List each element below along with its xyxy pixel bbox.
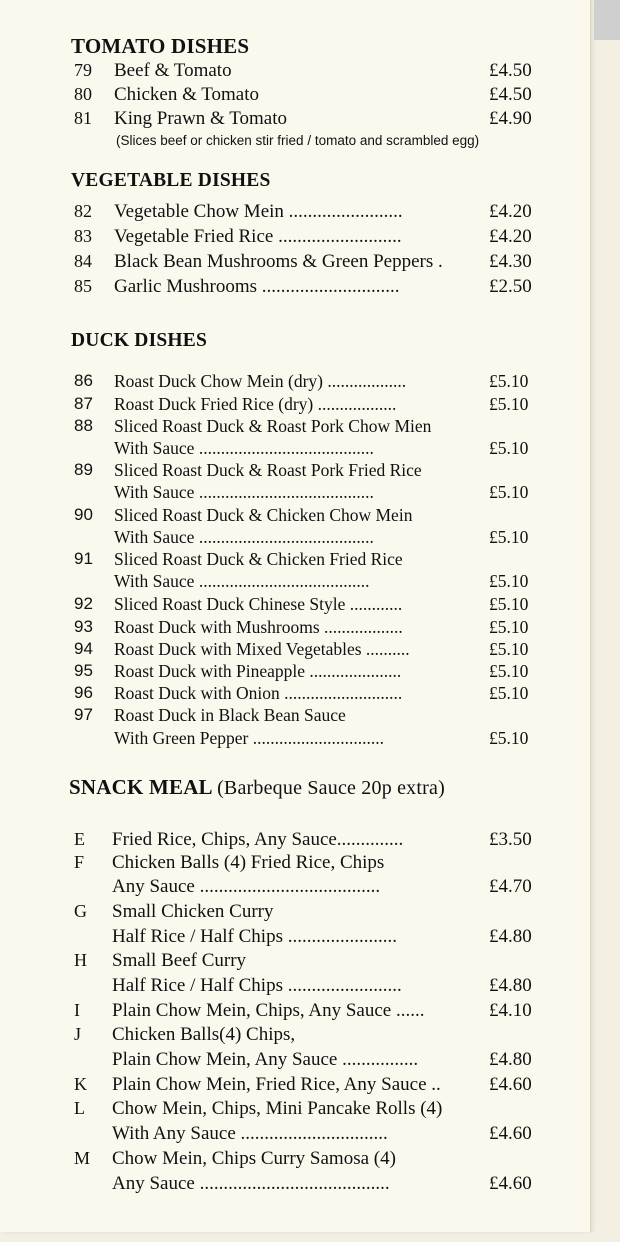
item-name: Chow Mein, Chips Curry Samosa (4) [112,1148,396,1169]
item-price: £4.80 [489,975,532,996]
menu-item [0,371,590,395]
menu-item-continuation [0,926,590,950]
item-name: Roast Duck Chow Mein (dry) .................. [114,371,407,391]
item-name: Roast Duck Fried Rice (dry) .................. [114,394,397,414]
vegetable-dishes-heading: VEGETABLE DISHES [71,170,271,191]
menu-item-continuation [0,527,590,551]
item-price: £4.60 [489,1074,532,1095]
menu-item-continuation [0,876,590,900]
item-price: £5.10 [489,639,529,659]
menu-item-continuation [0,1049,590,1073]
item-name: Vegetable Chow Mein ........................ [114,201,403,222]
item-name-line2: With Green Pepper .............................. [114,728,385,748]
item-price: £4.10 [489,1000,532,1021]
item-price: £4.90 [489,108,532,129]
item-letter: G [74,901,87,921]
item-price: £5.10 [489,571,529,591]
menu-item [0,683,590,707]
item-name-line2: With Any Sauce ............................... [112,1123,388,1144]
menu-item [0,1098,590,1122]
item-price: £5.10 [489,617,529,637]
item-name: Beef & Tomato [114,60,232,81]
item-name: Chicken Balls(4) Chips, [112,1024,296,1045]
background-corner [594,0,620,40]
item-price: £4.20 [489,226,532,247]
item-price: £5.10 [489,371,529,391]
item-price: £4.20 [489,201,532,222]
menu-item [0,639,590,663]
item-letter: K [74,1074,87,1094]
item-name: Roast Duck with Mixed Vegetables .......... [114,639,410,659]
snack-meal-subtitle: (Barbeque Sauce 20p extra) [217,777,445,799]
item-number: 96 [74,683,93,702]
menu-item [0,460,590,484]
item-number: 94 [74,639,93,658]
menu-item [0,1148,590,1172]
tomato-dishes-heading: TOMATO DISHES [71,34,250,58]
item-name: King Prawn & Tomato [114,108,288,129]
item-price: £2.50 [489,276,532,297]
menu-item [0,901,590,925]
item-number: 89 [74,460,93,479]
item-name-line2: Any Sauce ........................................ [112,1173,390,1194]
item-price: £4.60 [489,1123,532,1144]
item-number: 79 [74,60,92,80]
menu-item [0,661,590,685]
menu-item [0,394,590,418]
item-name: Small Beef Curry [112,950,247,971]
item-number: 82 [74,201,92,221]
item-price: £3.50 [489,829,532,850]
item-number: 85 [74,276,92,296]
menu-item [0,108,590,132]
item-name: Plain Chow Mein, Fried Rice, Any Sauce .. [112,1074,441,1095]
menu-item-continuation [0,438,590,462]
item-name-line2: Any Sauce ...................................... [112,876,381,897]
item-name-line2: With Sauce ....................................... [114,571,370,591]
item-name: Roast Duck with Pineapple ..................... [114,661,402,681]
menu-item [0,549,590,573]
item-name-line2: Plain Chow Mein, Any Sauce ................ [112,1049,419,1070]
menu-item [0,1000,590,1024]
item-price: £5.10 [489,683,529,703]
item-name: Small Chicken Curry [112,901,274,922]
menu-item-continuation [0,1173,590,1197]
item-price: £5.10 [489,661,529,681]
item-number: 81 [74,108,92,128]
item-name: Chow Mein, Chips, Mini Pancake Rolls (4) [112,1098,443,1119]
item-letter: L [74,1098,85,1118]
item-letter: E [74,829,85,849]
item-name-line2: Half Rice / Half Chips ....................... [112,926,397,947]
item-number: 87 [74,394,93,413]
item-name: Vegetable Fried Rice .......................... [114,226,402,247]
item-number: 90 [74,505,93,524]
item-price: £5.10 [489,527,529,547]
menu-item [0,201,590,225]
item-name: Plain Chow Mein, Chips, Any Sauce ...... [112,1000,425,1021]
item-name: Sliced Roast Duck & Roast Pork Fried Rice [114,460,422,480]
menu-item [0,251,590,275]
item-name-line2: With Sauce ........................................ [114,482,374,502]
snack-meal-title: SNACK MEAL [69,775,212,799]
item-price: £5.10 [489,394,529,414]
item-letter: I [74,1000,80,1020]
item-number: 95 [74,661,93,680]
menu-item [0,276,590,300]
item-name-line2: With Sauce ........................................ [114,438,374,458]
item-name: Roast Duck with Onion ........................... [114,683,403,703]
menu-item-continuation [0,728,590,752]
item-name: Chicken Balls (4) Fried Rice, Chips [112,852,385,873]
item-price: £5.10 [489,728,529,748]
menu-item [0,829,590,853]
item-price: £5.10 [489,438,529,458]
item-price: £5.10 [489,594,529,614]
item-name: Roast Duck in Black Bean Sauce [114,705,346,725]
item-name: Roast Duck with Mushrooms .................. [114,617,403,637]
item-price: £4.80 [489,926,532,947]
item-letter: F [74,852,85,872]
menu-item [0,950,590,974]
item-number: 86 [74,371,93,390]
menu-item [0,852,590,876]
menu-item [0,617,590,641]
item-number: 83 [74,226,92,246]
menu-item [0,505,590,529]
item-number: 80 [74,84,92,104]
menu-item-continuation [0,482,590,506]
item-price: £4.50 [489,60,532,81]
item-letter: M [74,1148,91,1168]
item-name: Garlic Mushrooms ............................. [114,276,400,297]
snack-meal-heading [69,775,445,800]
item-name: Sliced Roast Duck & Chicken Chow Mein [114,505,413,525]
item-number: 88 [74,416,93,435]
item-letter: J [74,1024,82,1044]
item-price: £5.10 [489,482,529,502]
menu-item-continuation [0,571,590,595]
duck-dishes-heading: DUCK DISHES [71,330,208,351]
menu-item-continuation [0,1123,590,1147]
menu-item [0,1024,590,1048]
item-price: £4.30 [489,251,532,272]
item-number: 84 [74,251,92,271]
item-letter: H [74,950,87,970]
menu-item [0,594,590,618]
menu-item [0,60,590,84]
item-name: Sliced Roast Duck & Roast Pork Chow Mien [114,416,432,436]
item-name: Fried Rice, Chips, Any Sauce.............. [112,829,404,850]
item-name: Sliced Roast Duck & Chicken Fried Rice [114,549,403,569]
item-name-line2: Half Rice / Half Chips ........................ [112,975,402,996]
item-name: Sliced Roast Duck Chinese Style ............ [114,594,403,614]
item-price: £4.80 [489,1049,532,1070]
item-price: £4.60 [489,1173,532,1194]
item-price: £4.70 [489,876,532,897]
item-number: 91 [74,549,93,568]
item-price: £4.50 [489,84,532,105]
menu-item [0,416,590,440]
tomato-note: (Slices beef or chicken stir fried / tomato and scrambled egg) [116,133,480,148]
item-number: 97 [74,705,93,724]
menu-item-continuation [0,975,590,999]
item-number: 93 [74,617,93,636]
menu-item [0,705,590,729]
item-name-line2: With Sauce ........................................ [114,527,374,547]
item-name: Black Bean Mushrooms & Green Peppers . [114,251,443,272]
item-name: Chicken & Tomato [114,84,260,105]
menu-item [0,226,590,250]
item-number: 92 [74,594,93,613]
menu-item [0,84,590,108]
menu-item [0,1074,590,1098]
